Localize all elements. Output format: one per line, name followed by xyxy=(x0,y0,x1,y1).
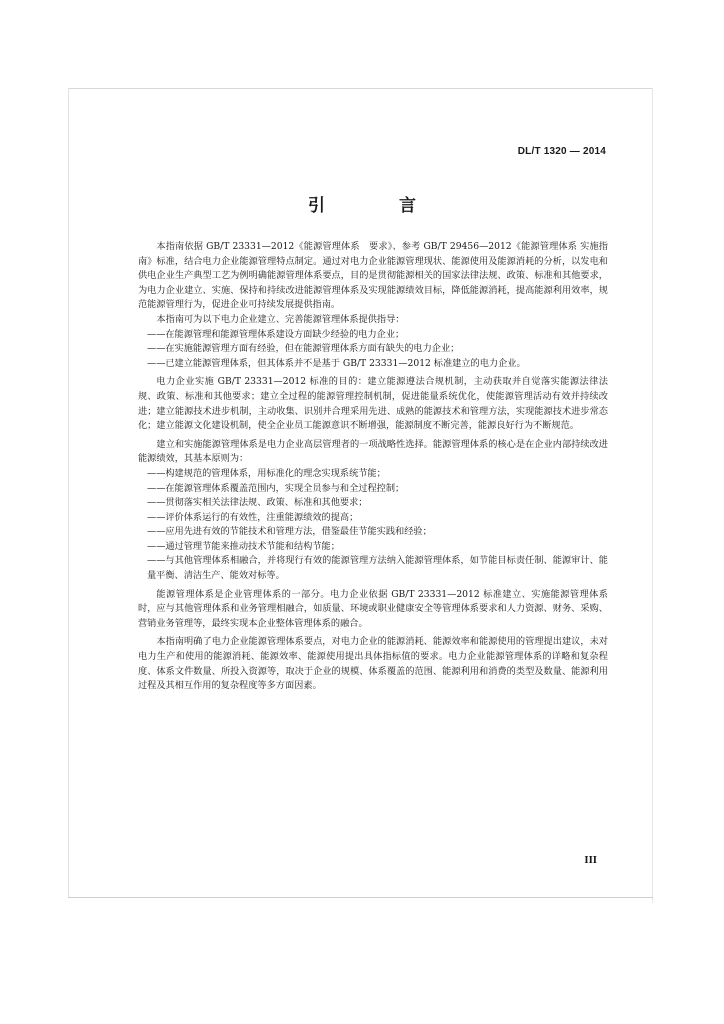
page-frame-top xyxy=(68,88,653,89)
paragraph: 本指南依据 GB/T 23331—2012《能源管理体系 要求》、参考 GB/T 29456—2012《能源管理体系 实施指南》标准，结合电力企业能源管理特点制定。通过对电力企业能源管理现状、能源使用及能源消耗的分析，以发电和供电企业生产典型工艺为例明确能源管理体系要点，目的是贯彻能源相关的国家法律法规、政策、标准和其他要求，为电力企业建立、实施、保持和持续改进能源管理体系及实现能源绩效目标，降低能源消耗，提高能源利用效率，规范能源管理行为，促进企业可持续发展提供指南。 xyxy=(138,241,608,311)
list-item: ——贯彻落实相关法律法规、政策、标准和其他要求； xyxy=(147,497,368,509)
list-item: ——构建规范的管理体系，用标准化的理念实现系统节能； xyxy=(147,467,386,479)
list-item: ——在能源管理和能源管理体系建设方面缺少经验的电力企业； xyxy=(147,328,405,340)
page-frame-bottom xyxy=(68,897,653,898)
list-item: ——应用先进有效的节能技术和管理方法，借鉴最佳节能实践和经验； xyxy=(147,526,432,538)
paragraph: 建立和实施能源管理体系是电力企业高层管理者的一项战略性选择。能源管理体系的核心是在企业内部持续改进能源绩效，其基本原则为： xyxy=(138,438,608,465)
list-item: ——通过管理节能来推动技术节能和结构节能； xyxy=(147,540,340,552)
list-item: ——已建立能源管理体系，但其体系并不是基于 GB/T 23331—2012 标准建立的电力企业。 xyxy=(147,357,526,369)
page-title: 引 言 xyxy=(308,196,450,216)
page-number: III xyxy=(584,856,597,866)
list-item: ——在能源管理体系覆盖范围内，实现全员参与和全过程控制； xyxy=(147,482,405,494)
list-item: ——在实施能源管理方面有经验，但在能源管理体系方面有缺失的电力企业； xyxy=(147,343,460,355)
paragraph: 本指南明确了电力企业能源管理体系要点，对电力企业的能源消耗、能源效率和能源使用的管理提出建议，未对电力生产和使用的能源消耗、能源效率、能源使用提出具体指标值的要求。电力企业能源管理体系的详略和复杂程度、体系文件数量、所投入资源等，取决于企业的规模、体系覆盖的范围、能源利用和消费的类型及数量、能源利用过程及其相互作用的复杂程度等多方面因素。 xyxy=(138,636,608,692)
paragraph: 电力企业实施 GB/T 23331—2012 标准的目的：建立能源遵法合规机制，主动获取并自觉落实能源法律法规、政策、标准和其他要求；建立全过程的能源管理控制机制，促进能量系统优化，使能源管理活动有效并持续改进；建立能源技术进步机制，主动收集、识别并合理采用先进、成熟的能源技术和管理方法，实现能源技术进步常态化；建立能源文化建设机制，使全企业员工能源意识不断增强，能源制度不断完善，能源良好行为不断规范。 xyxy=(138,376,608,432)
paragraph: 能源管理体系是企业管理体系的一部分。电力企业依据 GB/T 23331—2012 标准建立、实施能源管理体系时，应与其他管理体系和业务管理相融合，如质量、环境或职业健康安全等管理体系要求和人力资源、财务、采购、营销业务管理等，最终实现本企业整体管理体系的融合。 xyxy=(138,588,608,629)
list-item: ——与其他管理体系相融合，并将现行有效的能源管理方法纳入能源管理体系，如节能目标责任制、能源审计、能量平衡、清洁生产、能效对标等。 xyxy=(147,555,608,582)
list-item: ——评价体系运行的有效性，注重能源绩效的提高； xyxy=(147,511,359,523)
document-body xyxy=(138,240,608,694)
document-code: DL/T 1320 — 2014 xyxy=(517,146,606,157)
paragraph: 本指南可为以下电力企业建立、完善能源管理体系提供指导： xyxy=(156,313,405,325)
